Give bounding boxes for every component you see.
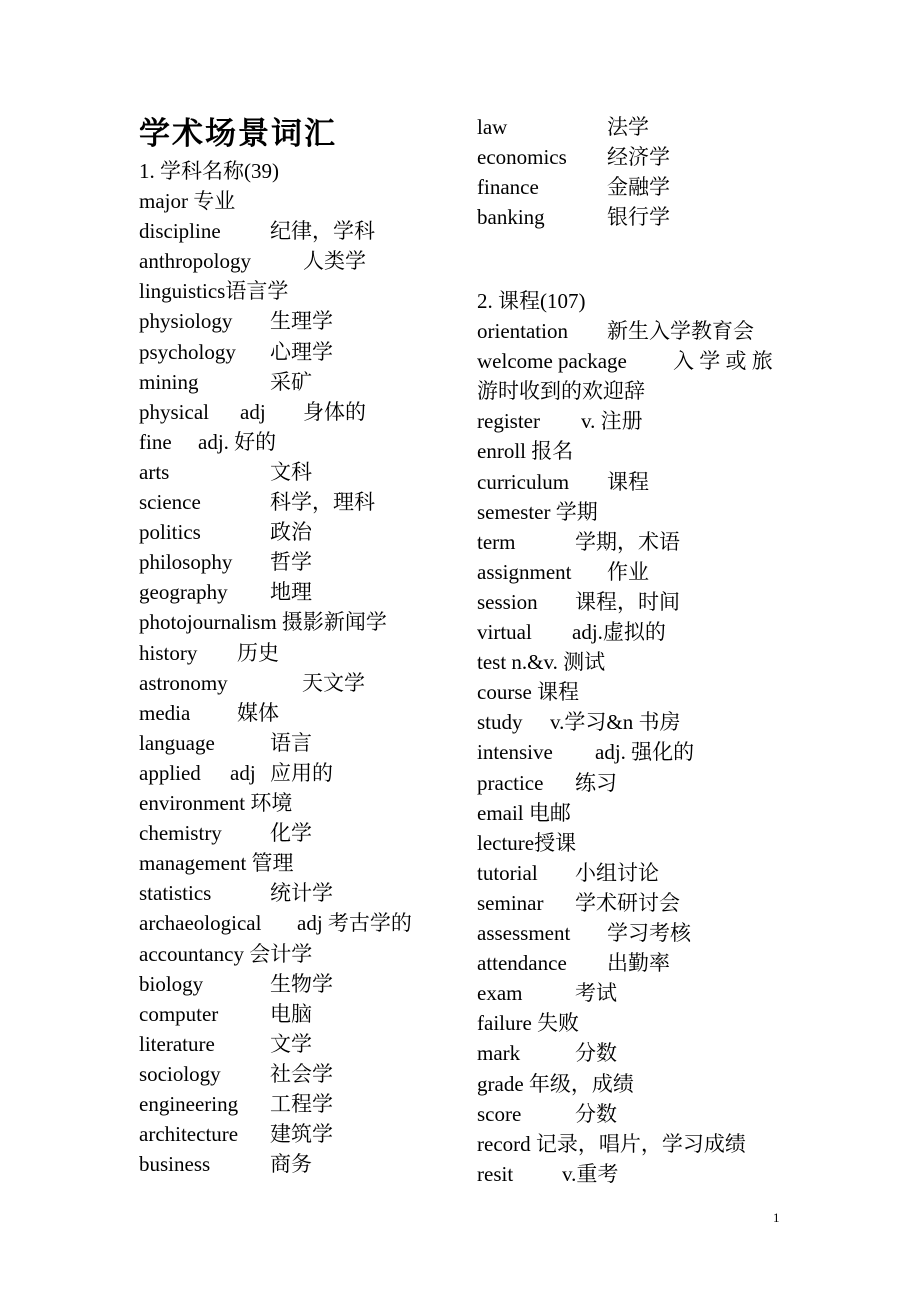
vocab-gloss: 作业: [607, 559, 649, 584]
vocab-term: psychology: [139, 339, 236, 364]
vocab-term: assignment: [477, 559, 572, 584]
vocab-gloss: adj. 好的: [198, 429, 277, 454]
vocab-term: accountancy 会计学: [139, 941, 313, 966]
vocab-term: astronomy: [139, 670, 228, 695]
vocab-gloss: 社会学: [270, 1061, 333, 1086]
vocab-term: architecture: [139, 1122, 239, 1147]
vocab-gloss: 纪律，学科: [270, 219, 375, 244]
vocab-term: linguistics语言学: [139, 279, 289, 304]
vocab-term: curriculum: [477, 469, 570, 494]
vocab-gloss: 课程: [607, 469, 649, 494]
vocab-gloss: 建筑学: [270, 1122, 333, 1147]
vocab-term: management 管理: [139, 851, 294, 876]
vocab-gloss: 分数: [575, 1101, 617, 1126]
vocab-term: lecture授课: [477, 830, 577, 855]
vocab-term: media: [139, 700, 191, 725]
vocab-term: history: [139, 640, 198, 665]
vocab-gloss: 人类学: [303, 249, 366, 274]
vocab-term: politics: [139, 520, 201, 545]
vocab-term: statistics: [139, 881, 212, 906]
vocab-gloss: 政治: [270, 520, 312, 545]
vocab-term: fine: [139, 429, 172, 454]
vocab-term: record 记录，唱片，学习成绩: [477, 1131, 746, 1156]
vocab-gloss: 新生入学教育会: [607, 319, 754, 343]
vocab-term: failure 失败: [477, 1011, 580, 1036]
vocab-gloss: 小组讨论: [575, 860, 659, 885]
vocab-term: register: [477, 409, 540, 434]
vocab-gloss: 商务: [270, 1152, 312, 1177]
vocab-gloss: 生理学: [270, 309, 333, 334]
vocab-term: business: [139, 1152, 211, 1177]
vocab-term: physiology: [139, 309, 233, 334]
vocab-term: archaeological: [139, 911, 262, 936]
vocab-term: literature: [139, 1031, 215, 1056]
vocab-term: virtual: [477, 620, 532, 644]
vocab-gloss: 课程，时间: [575, 589, 680, 614]
vocab-term: physical: [139, 399, 209, 424]
vocab-gloss: 科学，理科: [270, 490, 375, 514]
vocab-term: 游时收到的欢迎辞: [477, 379, 645, 404]
vocab-gloss: 学期，术语: [575, 529, 680, 554]
vocab-term: language: [139, 730, 215, 755]
vocab-gloss: 生物学: [270, 971, 333, 996]
vocab-gloss: 身体的: [303, 399, 366, 424]
vocab-term: environment 环境: [139, 791, 293, 815]
vocab-gloss: 出勤率: [607, 951, 670, 976]
vocab-term: score: [477, 1101, 522, 1126]
vocab-gloss: 分数: [575, 1041, 617, 1066]
vocab-gloss: 语言: [270, 730, 312, 755]
vocab-term: science: [139, 490, 201, 514]
section-heading-subjects: 1. 学科名称(39): [139, 159, 279, 183]
vocab-term: exam: [477, 981, 523, 1006]
vocab-gloss: 文学: [270, 1031, 312, 1056]
vocab-term: seminar: [477, 890, 544, 915]
vocab-gloss: 历史: [237, 640, 279, 665]
vocab-term: economics: [477, 145, 567, 170]
vocab-term: practice: [477, 770, 544, 795]
vocab-gloss: 金融学: [607, 175, 670, 200]
vocab-term: grade 年级，成绩: [477, 1071, 634, 1096]
vocab-gloss: v. 注册: [581, 409, 643, 434]
vocab-gloss: 学习考核: [607, 921, 691, 945]
vocab-term: sociology: [139, 1061, 221, 1086]
vocab-gloss: v.重考: [562, 1161, 619, 1186]
vocab-gloss: 练习: [575, 770, 617, 795]
vocab-gloss: 法学: [607, 115, 649, 139]
vocab-term: computer: [139, 1001, 219, 1026]
vocab-term: resit: [477, 1161, 514, 1186]
vocab-term: semester 学期: [477, 499, 598, 524]
vocab-gloss: 采矿: [270, 369, 312, 394]
vocab-gloss: 心理学: [270, 339, 333, 364]
vocab-gloss: v.学习&n 书房: [550, 710, 681, 735]
vocab-term: mining: [139, 369, 199, 394]
section-heading-courses: 2. 课程(107): [477, 289, 586, 313]
vocab-term: chemistry: [139, 821, 222, 846]
vocab-term: geography: [139, 580, 228, 605]
vocab-gloss: 学术研讨会: [575, 890, 680, 915]
page-title: 学术场景词汇: [139, 116, 337, 151]
vocab-term: arts: [139, 459, 170, 484]
vocab-gloss: adj. 强化的: [595, 740, 695, 765]
vocab-gloss: 电脑: [270, 1001, 312, 1026]
vocab-gloss: 应用的: [270, 760, 333, 785]
vocab-term: course 课程: [477, 680, 580, 705]
vocab-gloss: adj.虚拟的: [572, 620, 666, 644]
vocab-gloss: 工程学: [270, 1092, 333, 1116]
vocab-term: discipline: [139, 219, 221, 244]
vocab-gloss: 天文学: [302, 670, 365, 695]
vocab-term: welcome package: [477, 349, 627, 374]
vocab-term: session: [477, 589, 538, 614]
vocab-term: philosophy: [139, 550, 233, 575]
vocab-gloss: 经济学: [607, 145, 670, 170]
vocab-gloss: 考试: [575, 981, 617, 1006]
vocab-term: tutorial: [477, 860, 538, 885]
vocab-gloss: 文科: [270, 459, 312, 484]
vocab-gloss: 统计学: [270, 881, 333, 906]
vocab-gloss: adj 考古学的: [297, 911, 412, 936]
vocab-term: finance: [477, 175, 539, 200]
vocab-term: email 电邮: [477, 800, 571, 825]
vocab-term: term: [477, 529, 516, 554]
vocab-term: study: [477, 710, 523, 735]
vocab-gloss: adj: [230, 760, 256, 785]
vocab-gloss: 哲学: [270, 550, 312, 575]
vocab-term: intensive: [477, 740, 553, 765]
vocab-term: enroll 报名: [477, 439, 574, 464]
vocab-term: law: [477, 115, 508, 139]
vocab-term: attendance: [477, 951, 567, 976]
vocab-term: photojournalism 摄影新闻学: [139, 610, 387, 635]
vocab-term: biology: [139, 971, 204, 996]
vocab-term: banking: [477, 205, 545, 230]
vocab-term: anthropology: [139, 249, 251, 274]
vocab-term: engineering: [139, 1092, 239, 1116]
page-number: 1: [773, 1210, 780, 1225]
vocab-gloss: 媒体: [237, 700, 279, 725]
vocab-gloss: 入 学 或 旅: [673, 349, 773, 374]
vocab-term: major 专业: [139, 189, 236, 213]
vocab-gloss: 银行学: [607, 205, 670, 230]
vocab-gloss: adj: [240, 399, 266, 424]
vocab-gloss: 地理: [270, 580, 312, 605]
vocab-term: orientation: [477, 319, 568, 343]
vocab-term: test n.&v. 测试: [477, 650, 606, 675]
vocab-term: mark: [477, 1041, 521, 1066]
vocab-term: assessment: [477, 921, 571, 945]
vocab-gloss: 化学: [270, 821, 312, 846]
vocab-term: applied: [139, 760, 201, 785]
